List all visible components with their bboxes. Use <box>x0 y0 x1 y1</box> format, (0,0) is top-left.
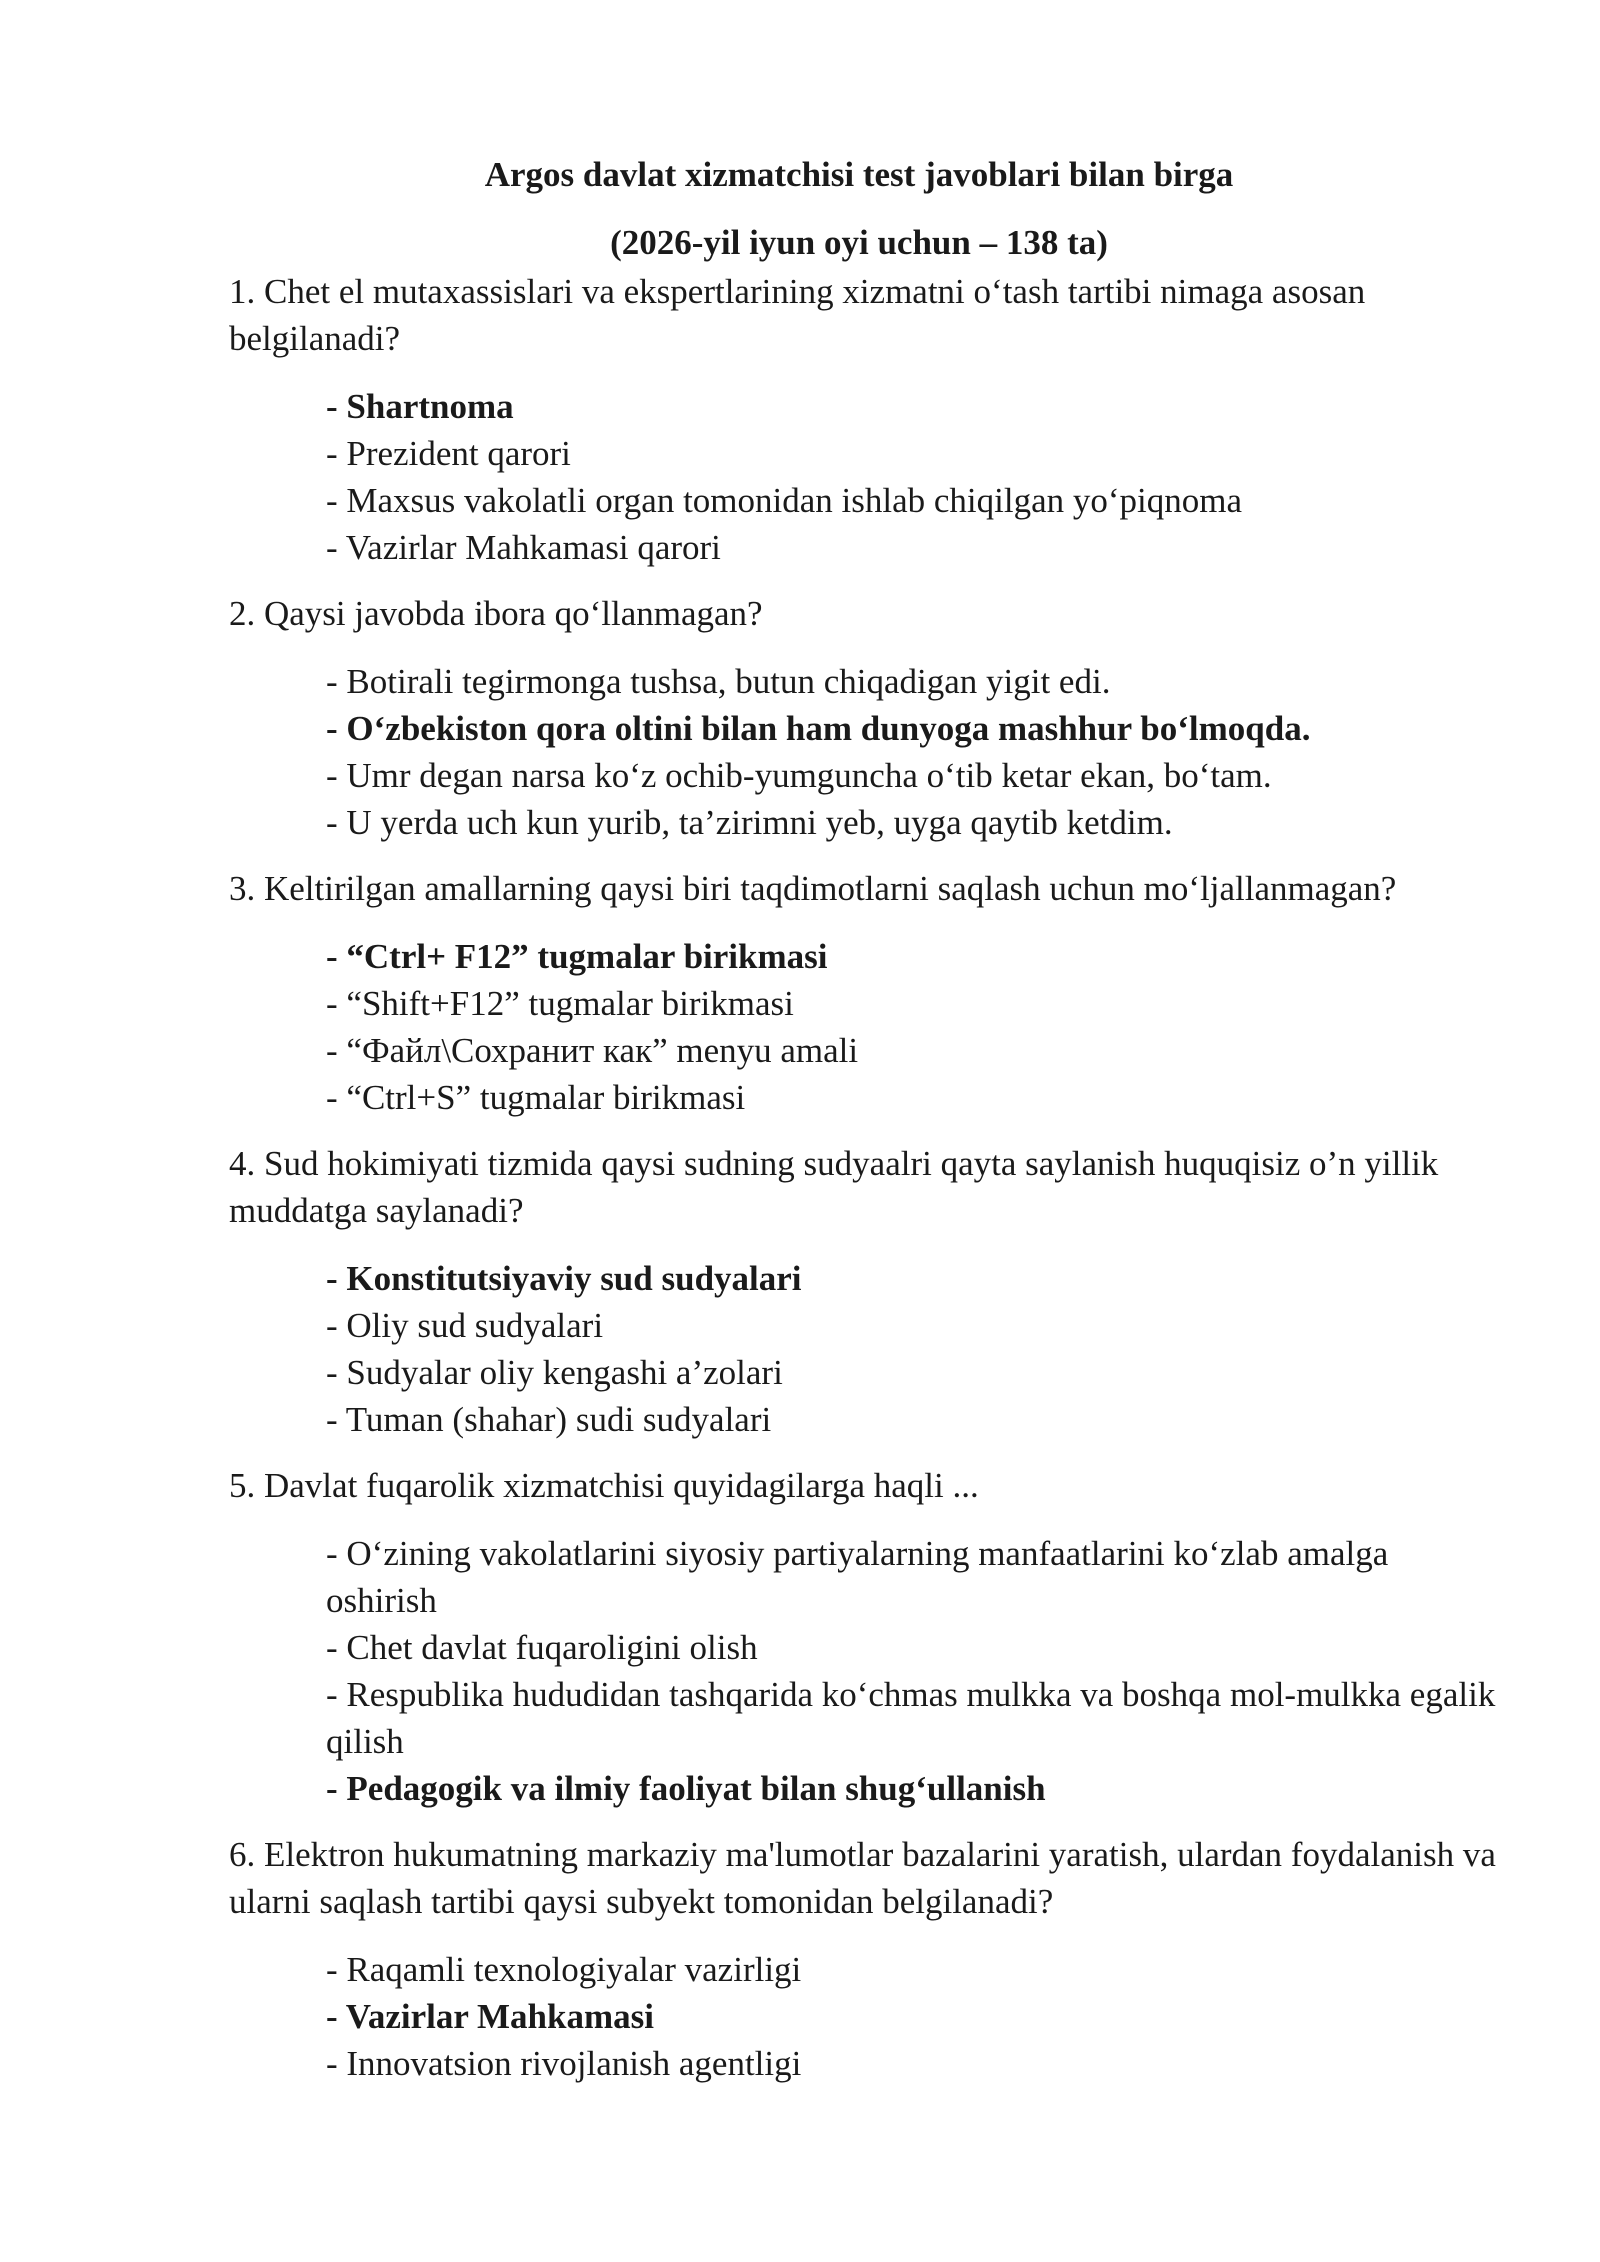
question-text: 2. Qaysi javobda ibora qo‘llanmagan? <box>229 594 763 633</box>
answer-option: - Maxsus vakolatli organ tomonidan ishlab chiqilgan yo‘piqnoma <box>326 481 1243 520</box>
answer-option: - Chet davlat fuqaroligini olish <box>326 1628 758 1667</box>
document-title: Argos davlat xizmatchisi test javoblari bilan birga <box>484 155 1234 194</box>
answer-list <box>229 1946 1499 2087</box>
question-block <box>229 1831 1499 2087</box>
answer-option: - Tuman (shahar) sudi sudyalari <box>326 1400 772 1439</box>
correct-answer: - Shartnoma <box>326 387 514 426</box>
question-text: 5. Davlat fuqarolik xizmatchisi quyidagilarga haqli ... <box>229 1466 979 1505</box>
answer-option: - Respublika hududidan tashqarida ko‘chmas mulkka va boshqa mol-mulkka egalik qilish <box>326 1675 1496 1761</box>
correct-answer: - Konstitutsiyaviy sud sudyalari <box>326 1259 802 1298</box>
correct-answer: - O‘zbekiston qora oltini bilan ham dunyoga mashhur bo‘lmoqda. <box>326 709 1311 748</box>
answer-list <box>229 933 1499 1121</box>
question-block <box>229 1462 1499 1812</box>
question-text: 4. Sud hokimiyati tizmida qaysi sudning sudyaalri qayta saylanish huquqisiz o’n yillik muddatga saylanadi? <box>229 1144 1439 1230</box>
answer-option: - Botirali tegirmonga tushsa, butun chiqadigan yigit edi. <box>326 662 1111 701</box>
question-block <box>229 590 1499 846</box>
document-subtitle: (2026-yil iyun oyi uchun – 138 ta) <box>610 223 1108 262</box>
question-block <box>229 1140 1499 1443</box>
answer-list <box>229 658 1499 846</box>
answer-option: - “Файл\Сохранит как” menyu amali <box>326 1031 859 1070</box>
answer-option: - U yerda uch kun yurib, ta’zirimni yeb, uyga qaytib ketdim. <box>326 803 1173 842</box>
answer-option: - Prezident qarori <box>326 434 571 473</box>
answer-option: - Umr degan narsa ko‘z ochib-yumguncha o‘tib ketar ekan, bo‘tam. <box>326 756 1272 795</box>
question-block <box>229 865 1499 1121</box>
question-block <box>229 268 1499 571</box>
correct-answer: - Vazirlar Mahkamasi <box>326 1997 654 2036</box>
correct-answer: - Pedagogik va ilmiy faoliyat bilan shug‘ullanish <box>326 1769 1046 1808</box>
question-list <box>229 268 1499 2087</box>
correct-answer: - “Ctrl+ F12” tugmalar birikmasi <box>326 937 828 976</box>
answer-option: - Innovatsion rivojlanish agentligi <box>326 2044 802 2083</box>
answer-option: - Vazirlar Mahkamasi qarori <box>326 528 721 567</box>
answer-list <box>229 1255 1499 1443</box>
answer-option: - “Ctrl+S” tugmalar birikmasi <box>326 1078 746 1117</box>
answer-list <box>229 383 1499 571</box>
answer-option: - O‘zining vakolatlarini siyosiy partiyalarning manfaatlarini ko‘zlab amalga oshirish <box>326 1534 1389 1620</box>
question-text: 3. Keltirilgan amallarning qaysi biri taqdimotlarni saqlash uchun mo‘ljallanmagan? <box>229 869 1397 908</box>
answer-option: - Sudyalar oliy kengashi a’zolari <box>326 1353 783 1392</box>
question-text: 6. Elektron hukumatning markaziy ma'lumotlar bazalarini yaratish, ulardan foydalanish va ularni saqlash tartibi qaysi subyekt tomonidan belgilanadi? <box>229 1835 1496 1921</box>
answer-option: - “Shift+F12” tugmalar birikmasi <box>326 984 794 1023</box>
answer-option: - Oliy sud sudyalari <box>326 1306 604 1345</box>
answer-option: - Raqamli texnologiyalar vazirligi <box>326 1950 802 1989</box>
document-header <box>229 150 1600 268</box>
document-page <box>229 150 1499 2087</box>
answer-list <box>229 1530 1499 1812</box>
question-text: 1. Chet el mutaxassislari va ekspertlarining xizmatni o‘tash tartibi nimaga asosan belgilanadi? <box>229 272 1366 358</box>
